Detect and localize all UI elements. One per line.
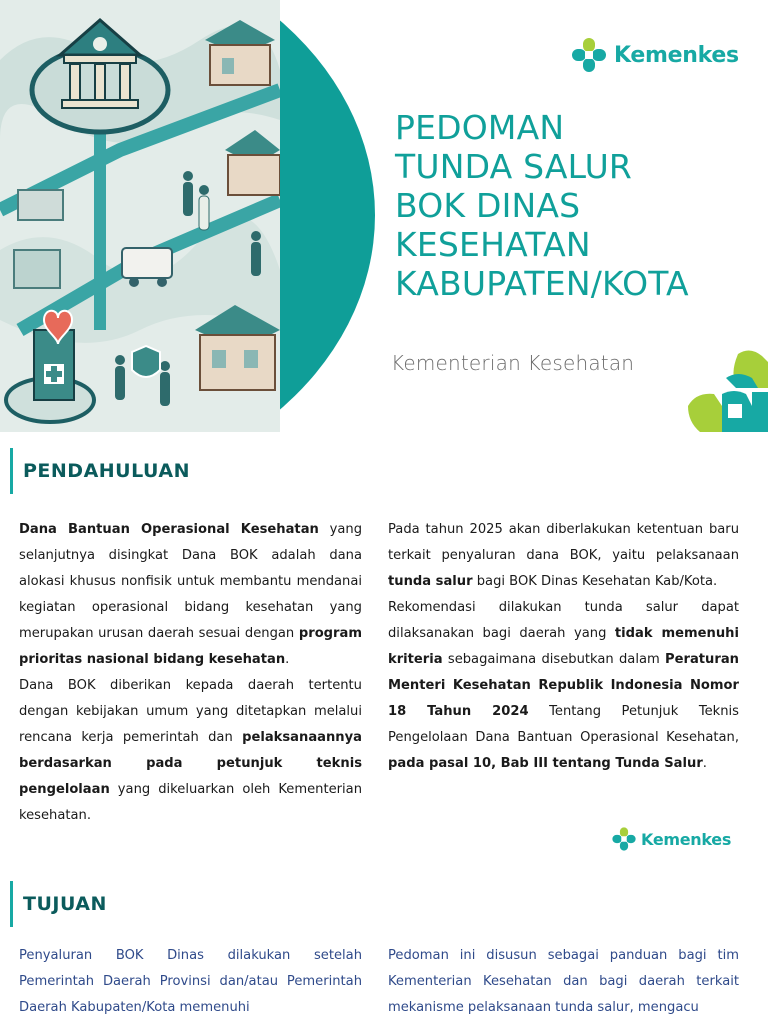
text-run: Tentang Petunjuk Teknis Pengelolaan Dana Bantuan Operasional Kesehatan, xyxy=(388,704,739,745)
hero-illustration xyxy=(0,0,280,432)
text-run: Pada tahun 2025 akan diberlakukan ketentuan baru terkait penyaluran dana BOK, yaitu pelaksanaan xyxy=(388,522,739,563)
heading-accent-bar xyxy=(10,448,13,494)
tujuan-left-column xyxy=(19,943,362,1021)
tujuan-right-column xyxy=(388,943,739,1021)
bold-text: Dana Bantuan Operasional Kesehatan xyxy=(19,522,319,537)
kemenkes-logo-icon xyxy=(570,36,608,74)
kemenkes-logo-small xyxy=(611,826,731,852)
section-heading-pendahuluan xyxy=(10,448,190,494)
kemenkes-logo-icon xyxy=(611,826,637,852)
kemenkes-logo xyxy=(570,36,739,74)
title-line: KESEHATAN xyxy=(395,225,591,264)
hero-banner xyxy=(0,0,768,432)
heading-accent-bar xyxy=(10,881,13,927)
title-line: TUNDA SALUR xyxy=(395,147,633,186)
pendahuluan-right-column xyxy=(388,517,739,777)
brand-name: Kemenkes xyxy=(641,829,732,849)
page-title xyxy=(395,108,755,303)
text-run: . xyxy=(285,652,290,667)
page-subtitle: Kementerian Kesehatan xyxy=(391,351,635,375)
bold-text: Peraturan Menteri Kesehatan Republik Indonesia Nomor 18 Tahun 2024 xyxy=(388,652,739,719)
section-heading-tujuan xyxy=(10,881,107,927)
title-line: KABUPATEN/KOTA xyxy=(395,264,689,303)
text-run: Rekomendasi dilakukan tunda salur dapat dilaksanakan bagi daerah yang xyxy=(388,600,739,641)
paragraph xyxy=(19,943,362,1021)
text-run: sebagaimana disebutkan dalam xyxy=(442,652,666,667)
text-run: yang selanjutnya disingkat Dana BOK adalah dana alokasi khusus nonfisik untuk membantu mendanai kegiatan operasional bidang kesehatan yang merupakan urusan daerah sesuai dengan xyxy=(19,522,363,641)
title-line: BOK DINAS xyxy=(395,186,581,225)
text-run: bagi BOK Dinas Kesehatan Kab/Kota. xyxy=(472,574,718,589)
paragraph xyxy=(388,943,739,1021)
section-title: PENDAHULUAN xyxy=(23,460,190,482)
bold-text: tidak memenuhi kriteria xyxy=(388,626,739,667)
paragraph xyxy=(388,595,739,777)
bold-text: program prioritas nasional bidang kesehatan xyxy=(19,626,362,667)
text-run: . xyxy=(702,756,707,771)
bold-text: pelaksanaannya berdasarkan pada petunjuk teknis pengelolaan xyxy=(19,730,362,797)
paragraph xyxy=(388,517,739,595)
health-network-illustration-icon xyxy=(0,0,280,432)
decorative-shapes-icon xyxy=(688,348,768,432)
paragraph xyxy=(19,517,362,673)
brand-name: Kemenkes xyxy=(614,42,739,68)
bold-text: pada pasal 10, Bab III tentang Tunda Salur xyxy=(388,756,703,771)
text-run: Pedoman ini disusun sebagai panduan bagi tim Kementerian Kesehatan dan bagi daerah terkait mekanisme pelaksanaan tunda salur, mengacu xyxy=(388,948,739,1015)
title-line: PEDOMAN xyxy=(395,108,565,147)
pendahuluan-left-column xyxy=(19,517,362,829)
bold-text: tunda salur xyxy=(388,574,473,589)
text-run: yang dikeluarkan oleh Kementerian kesehatan. xyxy=(19,782,362,823)
section-title: TUJUAN xyxy=(23,893,107,915)
paragraph xyxy=(19,673,362,829)
text-run: Penyaluran BOK Dinas dilakukan setelah Pemerintah Daerah Provinsi dan/atau Pemerintah Daerah Kabupaten/Kota memenuhi xyxy=(19,948,362,1015)
text-run: Dana BOK diberikan kepada daerah tertentu dengan kebijakan umum yang ditetapkan melalui rencana kerja pemerintah dan xyxy=(19,678,362,745)
